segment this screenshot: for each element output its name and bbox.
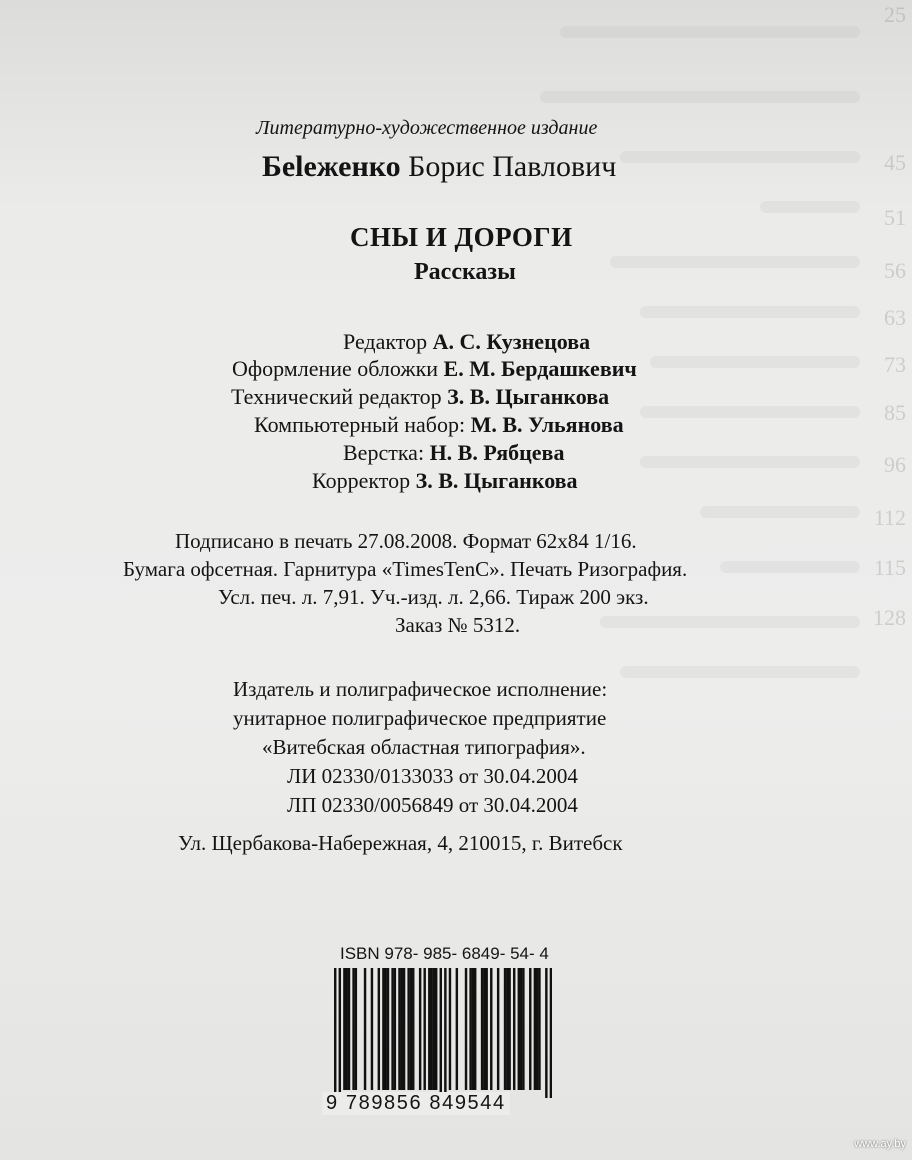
bleed-line	[610, 256, 860, 268]
bleed-page-number: 63	[884, 305, 906, 330]
credit-role: Редактор	[343, 329, 428, 354]
publisher-line: Издатель и полиграфическое исполнение:	[233, 677, 608, 701]
barcode-bar	[412, 968, 414, 1090]
barcode-bar	[444, 968, 446, 1098]
bleed-line	[560, 26, 860, 38]
bleed-page-number: 45	[884, 150, 906, 175]
book-subtitle: Рассказы	[414, 259, 516, 285]
credit-person: М. В. Ульянова	[470, 412, 624, 437]
credit-role: Корректор	[312, 468, 411, 493]
bleed-line	[540, 91, 860, 103]
barcode-bar	[456, 968, 458, 1090]
bleed-page-number: 115	[873, 555, 906, 580]
credit-role: Верстка:	[343, 440, 425, 465]
barcode-bar	[378, 968, 380, 1090]
barcode-bar	[536, 968, 538, 1090]
bleed-page-number: 56	[884, 258, 906, 283]
barcode-bar	[371, 968, 373, 1090]
printing-line: Подписано в печать 27.08.2008. Формат 62x84 1/16.	[175, 529, 637, 553]
barcode-bar	[345, 968, 347, 1090]
barcode-bar	[520, 968, 522, 1090]
barcode-bar	[339, 968, 341, 1098]
edition-type: Литературно-художественное издание	[256, 117, 598, 139]
publisher-line: унитарное полиграфическое предприятие	[233, 706, 607, 730]
barcode-bar	[481, 968, 483, 1090]
barcode-bar	[348, 968, 350, 1090]
book-title: СНЫ И ДОРОГИ	[350, 222, 573, 252]
barcode-bar	[545, 968, 547, 1098]
site-watermark: www.ay.by	[854, 1138, 906, 1150]
barcode-bar	[518, 968, 520, 1090]
bleed-line	[620, 666, 860, 678]
barcode-bar	[407, 968, 409, 1090]
bleed-page-number: 73	[884, 352, 906, 377]
credit-line	[232, 356, 637, 382]
publisher-line: ЛИ 02330/0133033 от 30.04.2004	[287, 764, 578, 788]
bleed-page-number: 51	[884, 205, 906, 230]
author-given-names: Борис Павлович	[408, 150, 617, 183]
barcode-bar	[419, 968, 421, 1090]
bleed-line	[620, 151, 860, 163]
credit-person: А. С. Кузнецова	[432, 329, 591, 354]
author-surname: Беleженко	[262, 150, 401, 183]
author-name	[262, 150, 616, 184]
barcode-bar	[387, 968, 389, 1090]
bleed-page-number: 128	[873, 605, 906, 630]
isbn-label: ISBN 978- 985- 6849- 54- 4	[340, 944, 549, 963]
barcode-bar	[410, 968, 412, 1090]
barcode-bar	[508, 968, 510, 1090]
bleed-page-number: 85	[884, 400, 906, 425]
credit-line	[343, 329, 590, 355]
printing-line: Бумага офсетная. Гарнитура «TimesTenC». Печать Ризография.	[123, 557, 688, 581]
credit-line	[312, 468, 578, 494]
barcode-bar	[504, 968, 506, 1090]
publisher-line: ЛП 02330/0056849 от 30.04.2004	[287, 793, 578, 817]
barcode-bar	[485, 968, 487, 1090]
printing-line: Заказ № 5312.	[395, 613, 521, 637]
barcode-bar	[506, 968, 508, 1090]
publisher-line: «Витебская областная типография».	[262, 735, 586, 759]
barcode-bar	[430, 968, 432, 1090]
barcode-bar	[490, 968, 492, 1090]
bleed-line	[720, 561, 860, 573]
credit-role: Оформление обложки	[232, 356, 439, 381]
barcode-bar	[472, 968, 474, 1090]
credit-line	[254, 412, 624, 438]
bleed-line	[760, 201, 860, 213]
credit-person: Н. В. Рябцева	[429, 440, 565, 465]
credit-line	[231, 384, 609, 410]
barcode-bar	[391, 968, 393, 1090]
bleed-page-number: 96	[884, 452, 906, 477]
barcode-bar	[513, 968, 515, 1090]
barcode-bar	[384, 968, 386, 1090]
barcode-bar	[534, 968, 536, 1090]
barcode-bar	[465, 968, 467, 1090]
barcode-bar	[382, 968, 384, 1090]
barcode-bar	[343, 968, 345, 1090]
barcode-bar	[334, 968, 336, 1098]
credit-role: Технический редактор	[231, 384, 442, 409]
credit-person: Е. М. Бердашкевич	[443, 356, 637, 381]
barcode-bar	[398, 968, 400, 1090]
printing-line: Усл. печ. л. 7,91. Уч.-изд. л. 2,66. Тираж 200 экз.	[218, 585, 649, 609]
barcode-bar	[529, 968, 531, 1090]
barcode-bar	[538, 968, 540, 1090]
bleed-line	[600, 616, 860, 628]
credit-line	[343, 440, 564, 466]
bleed-line	[640, 306, 860, 318]
barcode-bar	[522, 968, 524, 1090]
barcode-bar	[483, 968, 485, 1090]
credit-person: З. В. Цыганкова	[447, 384, 610, 409]
publisher-line: Ул. Щербакова-Набережная, 4, 210015, г. Витебск	[178, 831, 623, 855]
bleed-page-number: 25	[884, 2, 906, 27]
bleed-line	[650, 356, 860, 368]
barcode-bar	[435, 968, 437, 1090]
barcode-bar	[364, 968, 366, 1090]
bleed-line	[700, 506, 860, 518]
barcode-digits: 9 789856 849544	[322, 1092, 510, 1115]
barcode-bar	[550, 968, 552, 1098]
barcode-bar	[428, 968, 430, 1090]
barcode-bar	[403, 968, 405, 1090]
barcode-bar	[423, 968, 425, 1090]
barcode-bar	[474, 968, 476, 1090]
bleed-line	[640, 456, 860, 468]
barcode-bar	[497, 968, 499, 1090]
barcode-bar	[433, 968, 435, 1090]
barcode-bar	[449, 968, 451, 1090]
barcode-bar	[352, 968, 354, 1090]
barcode-bar	[394, 968, 396, 1090]
bleed-line	[640, 406, 860, 418]
bleed-page-number: 112	[873, 505, 906, 530]
barcode-bar	[401, 968, 403, 1090]
isbn-barcode	[334, 968, 552, 1098]
barcode-bar	[469, 968, 471, 1090]
credit-person: З. В. Цыганкова	[415, 468, 578, 493]
credit-role: Компьютерный набор:	[254, 412, 466, 437]
barcode-bar	[355, 968, 357, 1090]
barcode-bar	[440, 968, 442, 1098]
